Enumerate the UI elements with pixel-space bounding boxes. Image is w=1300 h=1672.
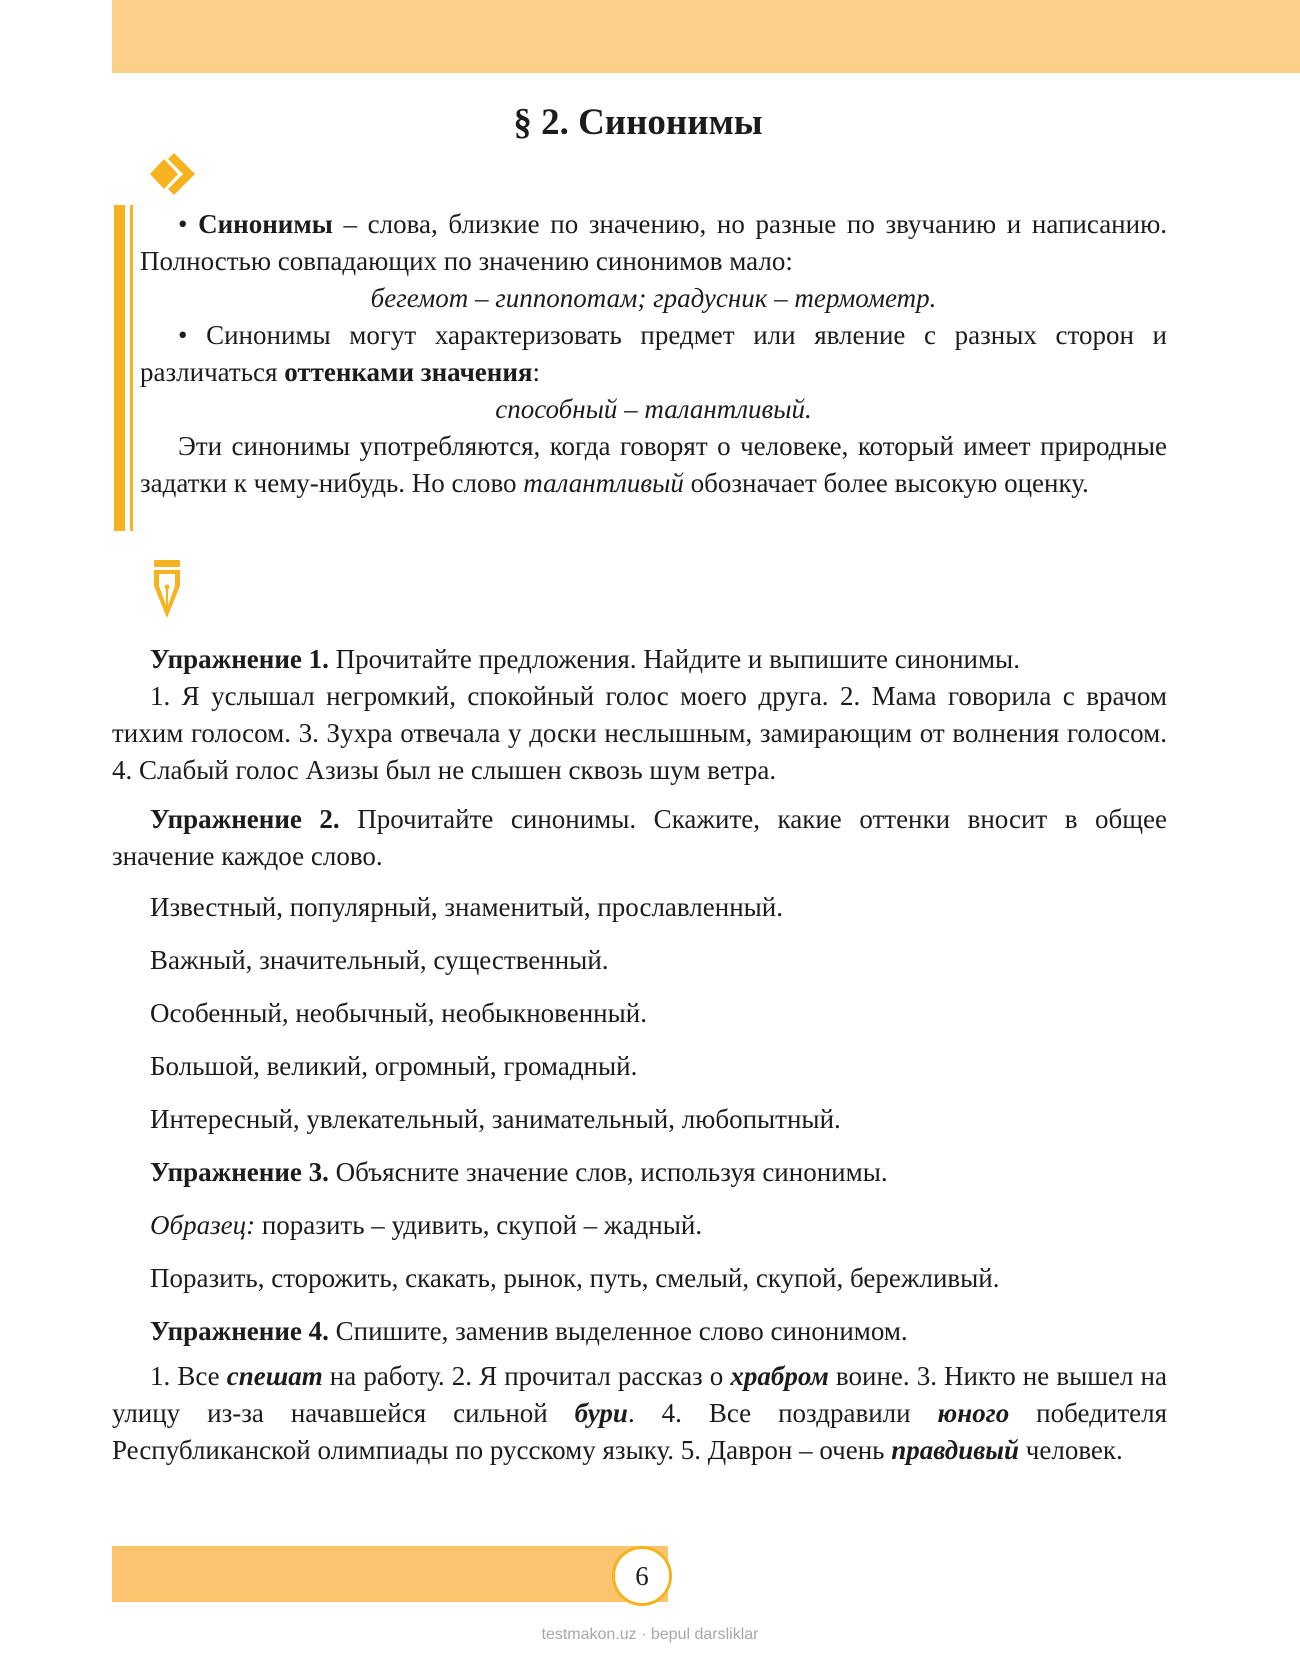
sample-label: Образец: bbox=[150, 1210, 256, 1240]
synonym-row: Большой, великий, огромный, громадный. bbox=[150, 1051, 638, 1081]
highlighted-word: правдивый bbox=[891, 1435, 1020, 1465]
page-number: 6 bbox=[612, 1546, 672, 1606]
theory-box bbox=[140, 206, 1167, 502]
exercise-2-task bbox=[112, 801, 1167, 875]
fountain-pen-icon bbox=[148, 560, 186, 622]
highlighted-word: спешат bbox=[226, 1361, 323, 1391]
synonym-row: Важный, значительный, существенный. bbox=[150, 945, 609, 975]
exercises bbox=[112, 641, 1167, 1469]
bullet: • bbox=[178, 209, 188, 239]
bullet: • bbox=[178, 320, 188, 350]
example-line-1: бегемот – гиппопотам; градусник – термометр. bbox=[370, 283, 937, 313]
exercise-1-label: Упражнение 1. bbox=[150, 644, 329, 674]
exercise-4-task bbox=[112, 1313, 1167, 1350]
exercise-4-label: Упражнение 4. bbox=[150, 1316, 329, 1346]
theory-text: Синонимы могут характеризовать предмет или явление с разных сторон и различаться bbox=[140, 320, 1167, 387]
exercise-4-instruction: Спишите, заменив выделенное слово синонимом. bbox=[328, 1316, 908, 1346]
sentence-text: воине. 3. Никто не вышел на улицу из-за начавшейся сильной bbox=[112, 1361, 1167, 1428]
exercise-2-list bbox=[112, 889, 1167, 1138]
example-line-2: способный – талантливый. bbox=[495, 394, 812, 424]
double-chevron-icon bbox=[150, 153, 204, 195]
header-band bbox=[112, 0, 1300, 73]
footer-watermark: testmakon.uz · bepul darsliklar bbox=[541, 1626, 759, 1643]
exercise-3-sample bbox=[112, 1207, 1167, 1244]
sentence-text: на работу. 2. Я прочитал рассказ о bbox=[322, 1361, 731, 1391]
theory-text: Эти синонимы употребляются, когда говорят о человеке, который имеет природные задатки к чему-нибудь. Но слово bbox=[140, 431, 1167, 498]
rule-box-bar bbox=[114, 205, 125, 531]
exercise-3-instruction: Объясните значение слов, используя синонимы. bbox=[328, 1157, 888, 1187]
highlighted-word: юного bbox=[937, 1398, 1010, 1428]
page-title: § 2. Синонимы bbox=[513, 102, 763, 143]
term-shades: оттенками значения bbox=[284, 357, 533, 387]
sentence-text: 1. Все bbox=[150, 1361, 227, 1391]
theory-paragraph-3 bbox=[140, 428, 1167, 502]
exercise-1-task bbox=[112, 641, 1167, 678]
exercise-2-instruction: Прочитайте синонимы. Скажите, какие оттенки вносит в общее значение каждое слово. bbox=[112, 804, 1167, 871]
term-synonyms: Синонимы bbox=[198, 209, 333, 239]
colon: : bbox=[532, 357, 541, 387]
theory-text-end: обозначает более высокую оценку. bbox=[683, 468, 1089, 498]
exercise-1-body: 1. Я услышал негромкий, спокойный голос моего друга. 2. Мама говорила с врачом тихим голосом. 3. Зухра отвечала у доски неслышным, замирающим от волнения голосом. 4. Слабый голос Азизы был не слышен сквозь шум ветра. bbox=[112, 681, 1167, 785]
exercise-2-label: Упражнение 2. bbox=[150, 804, 340, 834]
sentence-text: . 4. Все поздравили bbox=[627, 1398, 938, 1428]
exercise-3-words: Поразить, сторожить, скакать, рынок, путь, смелый, скупой, бережливый. bbox=[150, 1263, 1000, 1293]
exercise-3-task bbox=[112, 1154, 1167, 1191]
theory-paragraph-1 bbox=[140, 206, 1167, 280]
synonym-row: Известный, популярный, знаменитый, прославленный. bbox=[150, 892, 783, 922]
synonym-row: Интересный, увлекательный, занимательный, любопытный. bbox=[150, 1104, 841, 1134]
synonym-row: Особенный, необычный, необыкновенный. bbox=[150, 998, 647, 1028]
sample-text: поразить – удивить, скупой – жадный. bbox=[255, 1210, 703, 1240]
sentence-text: победителя Республиканской олимпиады по русскому языку. 5. Даврон – очень bbox=[112, 1398, 1167, 1465]
definition-text: – слова, близкие по значению, но разные по звучанию и написанию. Полностью совпадающих по значению синонимов мало: bbox=[140, 209, 1167, 276]
highlighted-word: храбром bbox=[730, 1361, 829, 1391]
exercise-3-label: Упражнение 3. bbox=[150, 1157, 329, 1187]
exercise-4-body bbox=[112, 1358, 1167, 1469]
exercise-1-instruction: Прочитайте предложения. Найдите и выпишите синонимы. bbox=[328, 644, 1020, 674]
highlighted-word: бури bbox=[574, 1398, 628, 1428]
italic-word: талантливый bbox=[523, 468, 684, 498]
rule-box-line bbox=[130, 205, 133, 531]
theory-paragraph-2 bbox=[140, 317, 1167, 391]
sentence-text: человек. bbox=[1019, 1435, 1123, 1465]
footer-band bbox=[112, 1546, 668, 1602]
